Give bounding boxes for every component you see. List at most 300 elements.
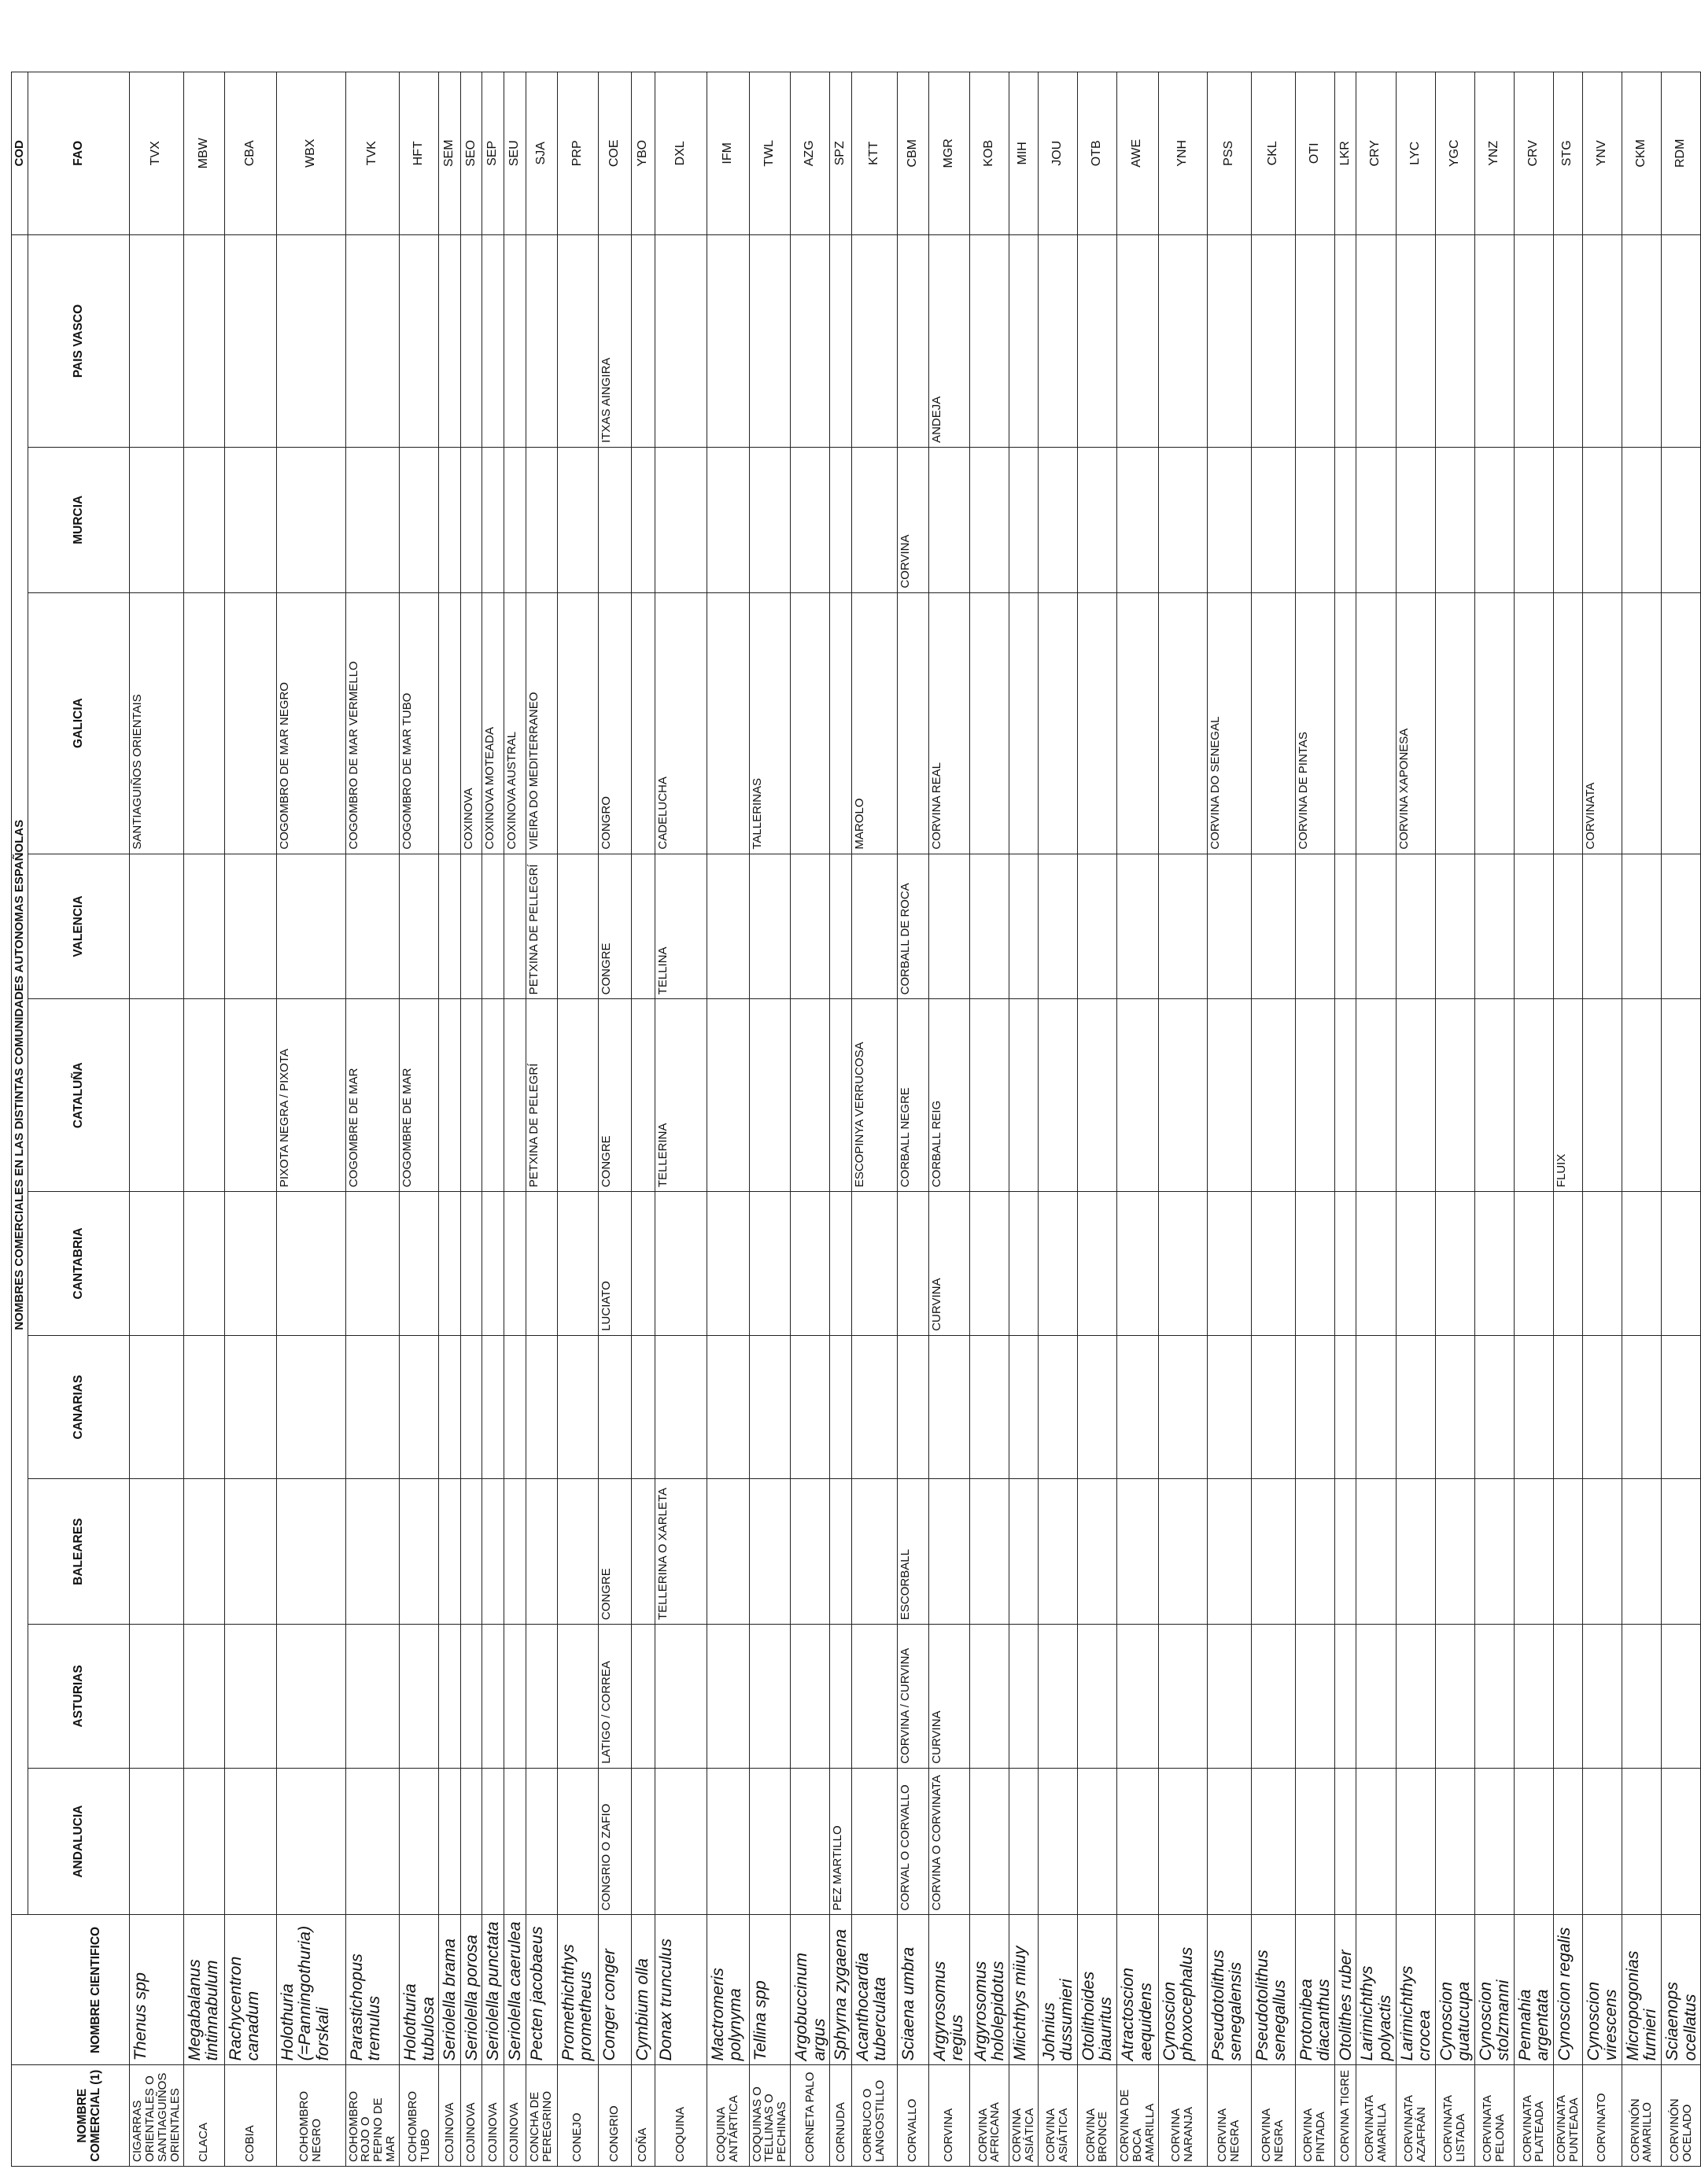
valencia-cell: [400, 854, 439, 999]
cataluna-cell: [1662, 999, 1701, 1192]
galicia-cell: CADELUCHA: [655, 592, 707, 854]
galicia-cell: MAROLO: [851, 592, 897, 854]
murcia-cell: [224, 447, 276, 592]
nombre-comercial-cell: CORVINA ASIÁTICA: [1038, 2065, 1077, 2167]
col-header-fao: FAO: [28, 72, 130, 235]
cantabria-cell: [791, 1192, 830, 1336]
asturias-cell: LATIGO / CORREA: [598, 1625, 631, 1769]
cantabria-cell: [130, 1192, 184, 1336]
cataluna-cell: [707, 999, 749, 1192]
cantabria-cell: [1396, 1192, 1435, 1336]
valencia-cell: [1514, 854, 1553, 999]
murcia-cell: [504, 447, 526, 592]
fao-code-cell: SEM: [439, 72, 461, 235]
canarias-cell: [969, 1335, 1009, 1479]
valencia-cell: CONGRE: [598, 854, 631, 999]
valencia-cell: [1158, 854, 1207, 999]
asturias-cell: [345, 1625, 400, 1769]
andalucia-cell: [557, 1768, 598, 1915]
pais-vasco-cell: [1077, 235, 1116, 448]
cantabria-cell: [631, 1192, 655, 1336]
asturias-cell: [631, 1625, 655, 1769]
fao-code-cell: SEO: [460, 72, 482, 235]
nombre-comercial-cell: CORVINA PINTADA: [1295, 2065, 1334, 2167]
table-row: [631, 18, 655, 2167]
baleares-cell: [526, 1479, 557, 1625]
canarias-cell: [1662, 1335, 1701, 1479]
pais-vasco-cell: [460, 235, 482, 448]
nombre-cientifico-cell: Larimichthys polyactis: [1356, 1915, 1396, 2065]
galicia-cell: [1038, 592, 1077, 854]
table-row: [1582, 18, 1622, 2167]
canarias-cell: [1582, 1335, 1622, 1479]
andalucia-cell: CORVAL O CORVALLO: [897, 1768, 928, 1915]
nombre-cientifico-cell: Sciaenops ocellatus: [1662, 1915, 1701, 2065]
cantabria-cell: [1514, 1192, 1553, 1336]
murcia-cell: [830, 447, 852, 592]
murcia-cell: [707, 447, 749, 592]
fao-code-cell: WBX: [276, 72, 345, 235]
cataluna-cell: [1009, 999, 1038, 1192]
nombre-comercial-cell: CORVINA NEGRA: [1207, 2065, 1251, 2167]
fao-code-cell: LYC: [1396, 72, 1435, 235]
col-header-asturias: ASTURIAS: [28, 1625, 130, 1769]
pais-vasco-cell: [130, 235, 184, 448]
baleares-cell: [1435, 1479, 1474, 1625]
pais-vasco-cell: [400, 235, 439, 448]
pais-vasco-cell: [1038, 235, 1077, 448]
cataluna-cell: [183, 999, 224, 1192]
nombre-cientifico-cell: Micropogonias furnieri: [1622, 1915, 1661, 2065]
andalucia-cell: [482, 1768, 504, 1915]
murcia-cell: [1582, 447, 1622, 592]
valencia-cell: [183, 854, 224, 999]
fao-code-cell: PRP: [557, 72, 598, 235]
nombre-cientifico-cell: Atractoscion aequidens: [1117, 1915, 1159, 2065]
fao-code-cell: LKR: [1334, 72, 1356, 235]
cataluna-cell: FLUIX: [1554, 999, 1583, 1192]
cataluna-cell: ESCOPINYA VERRUCOSA: [851, 999, 897, 1192]
nombre-cientifico-cell: Sciaena umbra: [897, 1915, 928, 2065]
pais-vasco-cell: [526, 235, 557, 448]
nombre-comercial-cell: COJINOVA: [460, 2065, 482, 2167]
baleares-cell: ESCORBALL: [897, 1479, 928, 1625]
table-row: [345, 18, 400, 2167]
valencia-cell: [130, 854, 184, 999]
andalucia-cell: [1117, 1768, 1159, 1915]
nombre-comercial-cell: COQUINA ANTÁRTICA: [707, 2065, 749, 2167]
baleares-cell: [1334, 1479, 1356, 1625]
canarias-cell: [1117, 1335, 1159, 1479]
table-row: [1207, 18, 1251, 2167]
nombre-cientifico-cell: Seriolella caerulea: [504, 1915, 526, 2065]
asturias-cell: [1356, 1625, 1396, 1769]
cantabria-cell: [1554, 1192, 1583, 1336]
canarias-cell: [897, 1335, 928, 1479]
table-row: [928, 18, 969, 2167]
cataluna-cell: [631, 999, 655, 1192]
andalucia-cell: [631, 1768, 655, 1915]
galicia-cell: [1117, 592, 1159, 854]
fao-code-cell: JOU: [1038, 72, 1077, 235]
baleares-cell: [1514, 1479, 1553, 1625]
pais-vasco-cell: [1396, 235, 1435, 448]
andalucia-cell: [707, 1768, 749, 1915]
canarias-cell: [1554, 1335, 1583, 1479]
nombre-comercial-cell: COQUINA: [655, 2065, 707, 2167]
baleares-cell: [400, 1479, 439, 1625]
nombre-comercial-cell: CORNETA PALO: [791, 2065, 830, 2167]
nombre-cientifico-cell: Seriolella brama: [439, 1915, 461, 2065]
table-row: [1117, 18, 1159, 2167]
galicia-cell: [1435, 592, 1474, 854]
andalucia-cell: [851, 1768, 897, 1915]
nombre-cientifico-cell: Cymbium olla: [631, 1915, 655, 2065]
galicia-cell: [631, 592, 655, 854]
nombre-cientifico-cell: Protonibea diacanthus: [1295, 1915, 1334, 2065]
cataluna-cell: [1396, 999, 1435, 1192]
fao-code-cell: YNH: [1158, 72, 1207, 235]
cataluna-cell: [791, 999, 830, 1192]
nombre-cientifico-cell: Cynoscion stolzmanni: [1474, 1915, 1514, 2065]
galicia-cell: [1158, 592, 1207, 854]
table-row: [851, 18, 897, 2167]
asturias-cell: [276, 1625, 345, 1769]
nombre-comercial-cell: COJINOVA: [482, 2065, 504, 2167]
pais-vasco-cell: ANDEJA: [928, 235, 969, 448]
canarias-cell: [504, 1335, 526, 1479]
table-row: [183, 18, 224, 2167]
pais-vasco-cell: [1158, 235, 1207, 448]
murcia-cell: [526, 447, 557, 592]
andalucia-cell: [1077, 1768, 1116, 1915]
cantabria-cell: [1207, 1192, 1251, 1336]
table-row: [1396, 18, 1435, 2167]
valencia-cell: [1396, 854, 1435, 999]
canarias-cell: [460, 1335, 482, 1479]
nombre-comercial-cell: CORRUCO O LANGOSTILLO: [851, 2065, 897, 2167]
nombre-comercial-cell: COÑA: [631, 2065, 655, 2167]
andalucia-cell: [749, 1768, 791, 1915]
baleares-cell: [1554, 1479, 1583, 1625]
murcia-cell: [1158, 447, 1207, 592]
fao-code-cell: RDM: [1662, 72, 1701, 235]
table-row: [1158, 18, 1207, 2167]
fao-code-cell: AWE: [1117, 72, 1159, 235]
canarias-cell: [1251, 1335, 1295, 1479]
valencia-cell: [439, 854, 461, 999]
galicia-cell: [439, 592, 461, 854]
pais-vasco-cell: [1514, 235, 1553, 448]
cataluna-cell: CONGRE: [598, 999, 631, 1192]
baleares-cell: [1622, 1479, 1661, 1625]
asturias-cell: [1009, 1625, 1038, 1769]
table-row: [400, 18, 439, 2167]
asturias-cell: [1207, 1625, 1251, 1769]
nombre-comercial-cell: COBIA: [224, 2065, 276, 2167]
valencia-cell: [1435, 854, 1474, 999]
pais-vasco-cell: [655, 235, 707, 448]
nombre-comercial-cell: CORVINÓN OCELADO: [1662, 2065, 1701, 2167]
murcia-cell: [791, 447, 830, 592]
table-row: [830, 18, 852, 2167]
fao-code-cell: COE: [598, 72, 631, 235]
fao-code-cell: YGC: [1435, 72, 1474, 235]
cantabria-cell: [504, 1192, 526, 1336]
nombre-comercial-cell: CLACA: [183, 2065, 224, 2167]
cantabria-cell: [1295, 1192, 1334, 1336]
baleares-cell: [557, 1479, 598, 1625]
andalucia-cell: [1662, 1768, 1701, 1915]
nombre-cientifico-cell: Holothuria (=Panningothuria) forskali: [276, 1915, 345, 2065]
nombre-comercial-cell: CORVINATA PUNTEADA: [1554, 2065, 1583, 2167]
nombre-cientifico-cell: Otolithoides biauritus: [1077, 1915, 1116, 2065]
canarias-cell: [400, 1335, 439, 1479]
col-header-canarias: CANARIAS: [28, 1335, 130, 1479]
andalucia-cell: [345, 1768, 400, 1915]
pais-vasco-cell: [482, 235, 504, 448]
table-row: [526, 18, 557, 2167]
asturias-cell: [1334, 1625, 1356, 1769]
fao-code-cell: CBA: [224, 72, 276, 235]
nombre-cientifico-cell: Tellina spp: [749, 1915, 791, 2065]
table-row: [749, 18, 791, 2167]
valencia-cell: [504, 854, 526, 999]
cantabria-cell: [1158, 1192, 1207, 1336]
nombre-comercial-cell: CORVINA AFRICANA: [969, 2065, 1009, 2167]
table-row: [1251, 18, 1295, 2167]
nombre-comercial-cell: CORVINÓN AMARILLO: [1622, 2065, 1661, 2167]
nombre-cientifico-cell: Promethichthys prometheus: [557, 1915, 598, 2065]
murcia-cell: [1077, 447, 1116, 592]
murcia-cell: [130, 447, 184, 592]
asturias-cell: [791, 1625, 830, 1769]
table-row: [1474, 18, 1514, 2167]
cataluna-cell: [1117, 999, 1159, 1192]
cantabria-cell: [1662, 1192, 1701, 1336]
pais-vasco-cell: [830, 235, 852, 448]
cantabria-cell: [851, 1192, 897, 1336]
nombre-cientifico-cell: Thenus spp: [130, 1915, 184, 2065]
murcia-cell: [276, 447, 345, 592]
cantabria-cell: [1334, 1192, 1356, 1336]
valencia-cell: [345, 854, 400, 999]
table-row: [655, 18, 707, 2167]
galicia-cell: [1622, 592, 1661, 854]
cantabria-cell: [526, 1192, 557, 1336]
asturias-cell: [130, 1625, 184, 1769]
galicia-cell: CORVINA REAL: [928, 592, 969, 854]
col-header-murcia: MURCIA: [28, 447, 130, 592]
fao-code-cell: CKL: [1251, 72, 1295, 235]
baleares-cell: [1251, 1479, 1295, 1625]
table-row: [1622, 18, 1661, 2167]
asturias-cell: [439, 1625, 461, 1769]
cataluna-cell: [482, 999, 504, 1192]
fao-code-cell: OTB: [1077, 72, 1116, 235]
canarias-cell: [1514, 1335, 1553, 1479]
murcia-cell: [598, 447, 631, 592]
cantabria-cell: [1009, 1192, 1038, 1336]
andalucia-cell: [969, 1768, 1009, 1915]
baleares-cell: [1158, 1479, 1207, 1625]
cantabria-cell: [1117, 1192, 1159, 1336]
canarias-cell: [183, 1335, 224, 1479]
murcia-cell: [1334, 447, 1356, 592]
canarias-cell: [749, 1335, 791, 1479]
nombre-cientifico-cell: Megabalanus tintinnabulum: [183, 1915, 224, 2065]
fao-code-cell: MIH: [1009, 72, 1038, 235]
cantabria-cell: [482, 1192, 504, 1336]
andalucia-cell: [504, 1768, 526, 1915]
asturias-cell: [1038, 1625, 1077, 1769]
table-row: [1077, 18, 1116, 2167]
cantabria-cell: [707, 1192, 749, 1336]
andalucia-cell: [1038, 1768, 1077, 1915]
murcia-cell: [1117, 447, 1159, 592]
fao-code-cell: MBW: [183, 72, 224, 235]
nombre-comercial-cell: COHOMBRO TUBO: [400, 2065, 439, 2167]
valencia-cell: PETXINA DE PELLEGRÍ: [526, 854, 557, 999]
nombre-cientifico-cell: Mactromeris polynyma: [707, 1915, 749, 2065]
andalucia-cell: [1514, 1768, 1553, 1915]
species-names-table: [11, 17, 1701, 2167]
col-header-nombre-cientifico: NOMBRE CIENTIFICO: [12, 1915, 130, 2065]
murcia-cell: [1622, 447, 1661, 592]
asturias-cell: [1582, 1625, 1622, 1769]
fao-code-cell: YBO: [631, 72, 655, 235]
galicia-cell: TALLERINAS: [749, 592, 791, 854]
cantabria-cell: [1038, 1192, 1077, 1336]
fao-code-cell: TVX: [130, 72, 184, 235]
nombre-comercial-cell: CORVINATA AMARILLA: [1356, 2065, 1396, 2167]
fao-code-cell: YNZ: [1474, 72, 1514, 235]
andalucia-cell: [791, 1768, 830, 1915]
nombre-cientifico-cell: Cynoscion phoxocephalus: [1158, 1915, 1207, 2065]
pais-vasco-cell: [1295, 235, 1334, 448]
pais-vasco-cell: [1334, 235, 1356, 448]
table-row: [969, 18, 1009, 2167]
baleares-cell: [1009, 1479, 1038, 1625]
fao-code-cell: PSS: [1207, 72, 1251, 235]
valencia-cell: [749, 854, 791, 999]
fao-code-cell: TWL: [749, 72, 791, 235]
murcia-cell: [1295, 447, 1334, 592]
asturias-cell: [655, 1625, 707, 1769]
valencia-cell: [830, 854, 852, 999]
table-row: [276, 18, 345, 2167]
table-row: [1554, 18, 1583, 2167]
canarias-cell: [830, 1335, 852, 1479]
valencia-cell: [1356, 854, 1396, 999]
table-row: [1514, 18, 1553, 2167]
andalucia-cell: [655, 1768, 707, 1915]
nombre-cientifico-cell: Rachycentron canadum: [224, 1915, 276, 2065]
canarias-cell: [557, 1335, 598, 1479]
baleares-cell: [1582, 1479, 1622, 1625]
canarias-cell: [1474, 1335, 1514, 1479]
col-header-cod: COD: [12, 72, 28, 235]
fao-code-cell: AZG: [791, 72, 830, 235]
nombre-comercial-cell: COHOMBRO ROJO O PEPINO DE MAR: [345, 2065, 400, 2167]
valencia-cell: [1554, 854, 1583, 999]
cataluna-cell: CORBALL REIG: [928, 999, 969, 1192]
andalucia-cell: [1334, 1768, 1356, 1915]
cantabria-cell: [830, 1192, 852, 1336]
cataluna-cell: TELLERINA: [655, 999, 707, 1192]
cantabria-cell: [1435, 1192, 1474, 1336]
murcia-cell: [1662, 447, 1701, 592]
baleares-cell: [830, 1479, 852, 1625]
andalucia-cell: [1295, 1768, 1334, 1915]
canarias-cell: [439, 1335, 461, 1479]
asturias-cell: [1435, 1625, 1474, 1769]
cantabria-cell: [183, 1192, 224, 1336]
murcia-cell: [1009, 447, 1038, 592]
cataluna-cell: [557, 999, 598, 1192]
murcia-cell: [631, 447, 655, 592]
baleares-cell: CONGRE: [598, 1479, 631, 1625]
pais-vasco-cell: [791, 235, 830, 448]
galicia-cell: [224, 592, 276, 854]
asturias-cell: [1117, 1625, 1159, 1769]
canarias-cell: [345, 1335, 400, 1479]
pais-vasco-cell: [1251, 235, 1295, 448]
andalucia-cell: PEZ MARTILLO: [830, 1768, 852, 1915]
asturias-cell: CURVINA: [928, 1625, 969, 1769]
valencia-cell: [928, 854, 969, 999]
nombre-comercial-cell: CONGRIO: [598, 2065, 631, 2167]
table-row: [791, 18, 830, 2167]
valencia-cell: [1622, 854, 1661, 999]
nombre-cientifico-cell: Cynoscion guatucupa: [1435, 1915, 1474, 2065]
baleares-cell: [791, 1479, 830, 1625]
cataluna-cell: [504, 999, 526, 1192]
valencia-cell: [1207, 854, 1251, 999]
valencia-cell: [1474, 854, 1514, 999]
murcia-cell: [1435, 447, 1474, 592]
murcia-cell: [655, 447, 707, 592]
valencia-cell: [969, 854, 1009, 999]
galicia-cell: COGOMBRO DE MAR VERMELLO: [345, 592, 400, 854]
galicia-cell: CORVINA DE PINTAS: [1295, 592, 1334, 854]
baleares-cell: TELLERINA O XARLETA: [655, 1479, 707, 1625]
baleares-cell: [1117, 1479, 1159, 1625]
baleares-cell: [707, 1479, 749, 1625]
cataluna-cell: [1251, 999, 1295, 1192]
galicia-cell: [1009, 592, 1038, 854]
canarias-cell: [1396, 1335, 1435, 1479]
nombre-comercial-cell: CORNUDA: [830, 2065, 852, 2167]
cataluna-cell: [439, 999, 461, 1192]
cataluna-cell: [460, 999, 482, 1192]
pais-vasco-cell: [1474, 235, 1514, 448]
galicia-cell: [183, 592, 224, 854]
baleares-cell: [460, 1479, 482, 1625]
table-row: [707, 18, 749, 2167]
cataluna-cell: [1334, 999, 1356, 1192]
col-header-pais-vasco: PAIS VASCO: [28, 235, 130, 448]
pais-vasco-cell: [1207, 235, 1251, 448]
asturias-cell: [1077, 1625, 1116, 1769]
nombre-comercial-cell: COHOMBRO NEGRO: [276, 2065, 345, 2167]
cataluna-cell: PIXOTA NEGRA / PIXOTA: [276, 999, 345, 1192]
table-row: [439, 18, 461, 2167]
nombre-comercial-cell: CORVINATA AZAFRÁN: [1396, 2065, 1435, 2167]
table-row: [1356, 18, 1396, 2167]
baleares-cell: [276, 1479, 345, 1625]
andalucia-cell: [1356, 1768, 1396, 1915]
